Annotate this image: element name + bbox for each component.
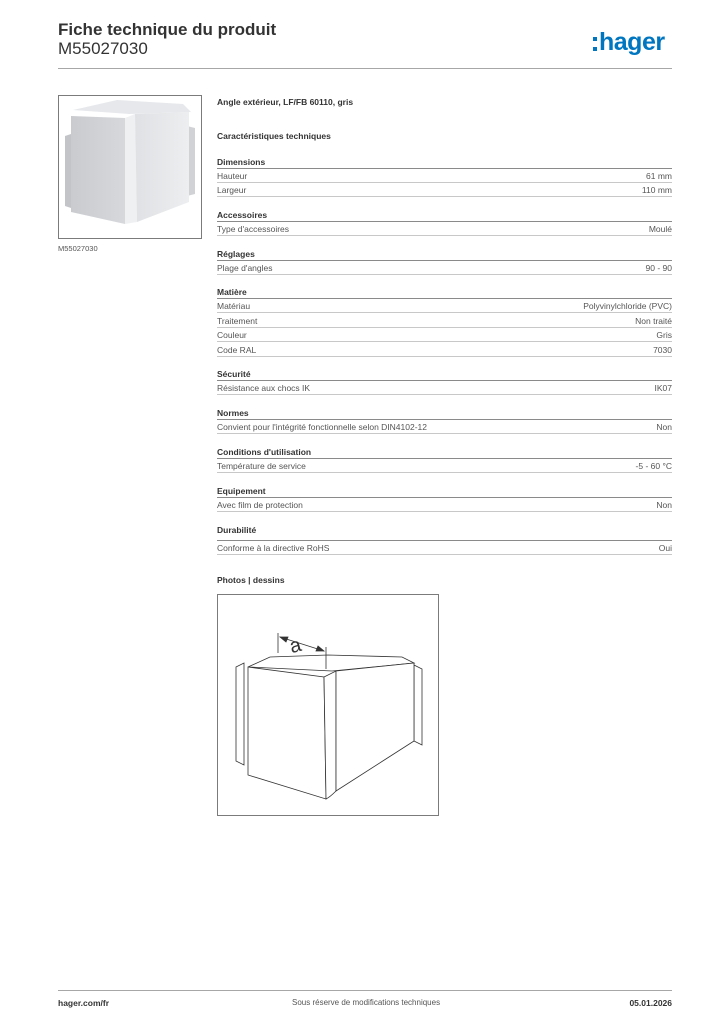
table-row (217, 541, 672, 555)
row-label: Plage d'angles (217, 263, 273, 273)
footer-divider (58, 990, 672, 991)
row-label: Traitement (217, 316, 258, 326)
section-title-reglages: Réglages (217, 249, 255, 259)
row-value: Oui (658, 543, 672, 553)
dimension-label: a (287, 633, 304, 659)
table-row (217, 498, 672, 512)
section-title-conditions: Conditions d'utilisation (217, 447, 312, 457)
table-row (217, 459, 672, 473)
row-label: Résistance aux chocs IK (217, 383, 311, 393)
table-row (217, 420, 672, 434)
row-label: Largeur (217, 185, 247, 195)
hager-logo[interactable] (593, 27, 665, 57)
row-value: Non (656, 500, 672, 510)
row-label: Hauteur (217, 171, 248, 181)
row-label: Avec film de protection (217, 500, 303, 510)
product-reference: M55027030 (58, 39, 148, 58)
row-value: -5 - 60 °C (635, 461, 672, 471)
row-value: Polyvinylchloride (PVC) (583, 301, 672, 311)
section-title-durabilite: Durabilité (217, 525, 257, 535)
row-value: Non traité (635, 316, 672, 326)
table-row (217, 169, 672, 183)
section-title-securite: Sécurité (217, 369, 251, 379)
section-title-matiere: Matière (217, 287, 247, 297)
technical-drawing (217, 594, 439, 816)
product-title: Angle extérieur, LF/FB 60110, gris (217, 97, 354, 107)
thumbnail-caption: M55027030 (58, 244, 98, 253)
row-label: Couleur (217, 330, 247, 340)
row-value: 110 mm (641, 185, 672, 195)
row-value: Gris (656, 330, 672, 340)
row-label: Type d'accessoires (217, 224, 290, 234)
page-title: Fiche technique du produit (58, 20, 277, 39)
table-row (217, 299, 672, 313)
section-title-dimensions: Dimensions (217, 157, 266, 167)
section-title-accessoires: Accessoires (217, 210, 268, 220)
table-row (217, 222, 672, 236)
section-title-normes: Normes (217, 408, 249, 418)
logo-text: hager (599, 27, 665, 56)
photos-heading: Photos | dessins (217, 575, 285, 585)
corner-piece-photo-icon (59, 96, 201, 238)
footer-website-link[interactable]: hager.com/fr (58, 998, 110, 1008)
row-value: 7030 (653, 345, 672, 355)
table-row (217, 261, 672, 275)
row-value: 61 mm (646, 171, 672, 181)
row-label: Température de service (217, 461, 306, 471)
row-label: Code RAL (217, 345, 257, 355)
corner-drawing-icon (218, 595, 438, 815)
footer-disclaimer: Sous réserve de modifications techniques (292, 998, 441, 1007)
table-row (217, 328, 672, 342)
row-value: Non (656, 422, 672, 432)
row-label: Conforme à la directive RoHS (217, 543, 330, 553)
footer-date: 05.01.2026 (629, 998, 672, 1008)
table-row (217, 381, 672, 395)
table-row (217, 343, 672, 357)
row-value: Moulé (648, 224, 672, 234)
row-label: Matériau (217, 301, 251, 311)
section-title-equipement: Equipement (217, 486, 266, 496)
logo-colon-icon (593, 37, 597, 51)
tech-heading: Caractéristiques techniques (217, 131, 331, 141)
table-row (217, 183, 672, 197)
row-label: Convient pour l'intégrité fonctionnelle selon DIN4102-12 (217, 422, 428, 432)
row-value: IK07 (654, 383, 672, 393)
header-divider (58, 68, 672, 69)
product-thumbnail (58, 95, 202, 239)
row-value: 90 - 90 (645, 263, 672, 273)
table-row (217, 314, 672, 328)
